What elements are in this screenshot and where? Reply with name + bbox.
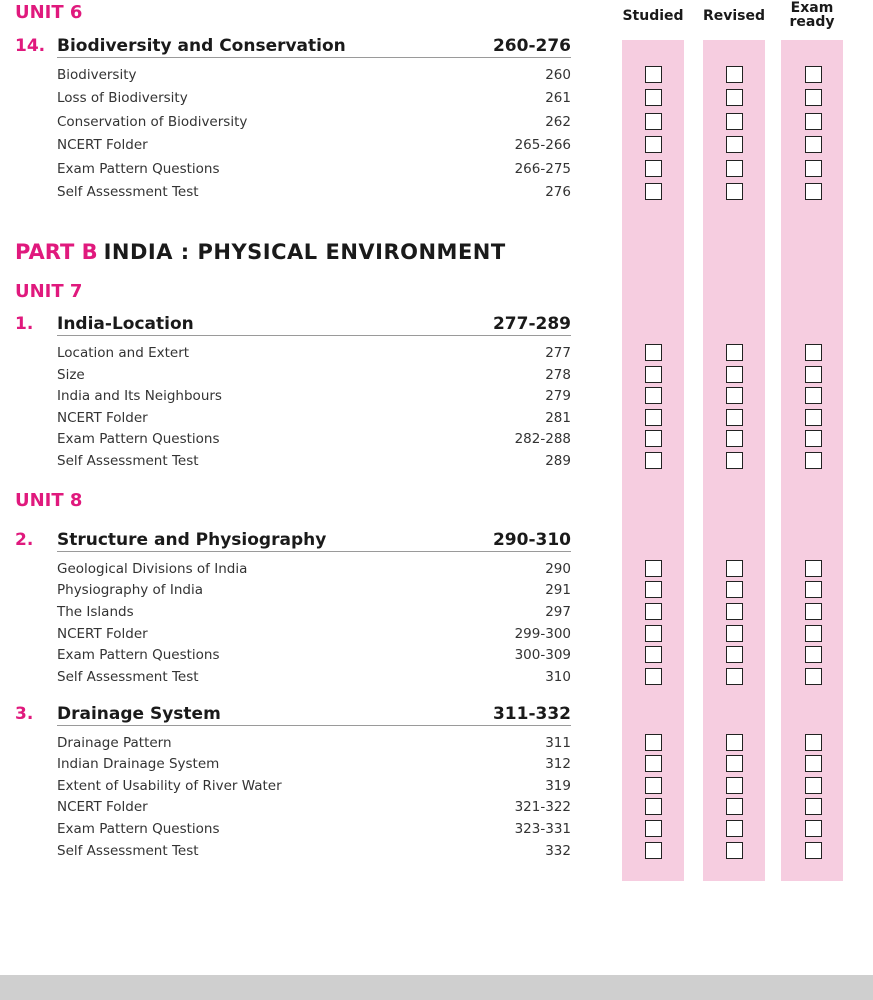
chapter-number: 2. xyxy=(15,530,34,550)
revised-checkbox[interactable] xyxy=(726,603,743,620)
topic-title: Indian Drainage System xyxy=(57,756,220,772)
topic-page: 276 xyxy=(545,184,571,200)
topic-title: Self Assessment Test xyxy=(57,184,199,200)
exam-ready-checkbox[interactable] xyxy=(805,344,822,361)
topic-title: Exam Pattern Questions xyxy=(57,431,220,447)
chapter-pages: 260-276 xyxy=(492,36,571,56)
exam-ready-checkbox[interactable] xyxy=(805,366,822,383)
revised-checkbox[interactable] xyxy=(726,668,743,685)
exam-ready-checkbox[interactable] xyxy=(805,452,822,469)
revised-checkbox[interactable] xyxy=(726,136,743,153)
exam-ready-checkbox[interactable] xyxy=(805,646,822,663)
studied-checkbox[interactable] xyxy=(645,755,662,772)
revised-checkbox[interactable] xyxy=(726,755,743,772)
revised-checkbox[interactable] xyxy=(726,581,743,598)
revised-checkbox[interactable] xyxy=(726,560,743,577)
chapter-divider xyxy=(57,551,571,552)
studied-checkbox[interactable] xyxy=(645,89,662,106)
exam-ready-checkbox[interactable] xyxy=(805,668,822,685)
topic-title: Self Assessment Test xyxy=(57,453,199,469)
topic-page: 300-309 xyxy=(514,647,571,663)
chapter-title: Drainage System xyxy=(57,704,221,724)
topic-page: 261 xyxy=(545,90,571,106)
part-label: PART B xyxy=(15,240,98,264)
chapter-pages: 290-310 xyxy=(492,530,571,550)
footer-bar xyxy=(0,975,873,1000)
chapter-pages: 277-289 xyxy=(492,314,571,334)
exam-ready-checkbox[interactable] xyxy=(805,560,822,577)
topic-page: 289 xyxy=(545,453,571,469)
chapter-title: Biodiversity and Conservation xyxy=(57,36,346,56)
column-header-exam-ready: Exam ready xyxy=(789,0,835,30)
unit-heading: UNIT 8 xyxy=(15,490,83,511)
topic-page: 279 xyxy=(545,388,571,404)
topic-title: India and Its Neighbours xyxy=(57,388,222,404)
revised-checkbox[interactable] xyxy=(726,113,743,130)
topic-page: 278 xyxy=(545,367,571,383)
exam-ready-checkbox[interactable] xyxy=(805,89,822,106)
exam-ready-checkbox[interactable] xyxy=(805,66,822,83)
topic-page: 291 xyxy=(545,582,571,598)
studied-checkbox[interactable] xyxy=(645,430,662,447)
revised-checkbox[interactable] xyxy=(726,366,743,383)
revised-checkbox[interactable] xyxy=(726,183,743,200)
studied-checkbox[interactable] xyxy=(645,183,662,200)
studied-checkbox[interactable] xyxy=(645,113,662,130)
exam-ready-checkbox[interactable] xyxy=(805,820,822,837)
topic-title: Exam Pattern Questions xyxy=(57,161,220,177)
chapter-number: 1. xyxy=(15,314,34,334)
revised-checkbox[interactable] xyxy=(726,798,743,815)
revised-checkbox[interactable] xyxy=(726,625,743,642)
topic-title: Size xyxy=(57,367,85,383)
exam-ready-checkbox[interactable] xyxy=(805,842,822,859)
studied-checkbox[interactable] xyxy=(645,798,662,815)
topic-page: 281 xyxy=(545,410,571,426)
studied-checkbox[interactable] xyxy=(645,777,662,794)
topic-title: Conservation of Biodiversity xyxy=(57,114,248,130)
studied-checkbox[interactable] xyxy=(645,603,662,620)
topic-title: Exam Pattern Questions xyxy=(57,647,220,663)
topic-page: 299-300 xyxy=(514,626,571,642)
topic-title: NCERT Folder xyxy=(57,137,148,153)
revised-checkbox[interactable] xyxy=(726,452,743,469)
exam-ready-checkbox[interactable] xyxy=(805,581,822,598)
exam-ready-checkbox[interactable] xyxy=(805,113,822,130)
topic-page: 310 xyxy=(545,669,571,685)
part-heading xyxy=(15,240,506,264)
studied-checkbox[interactable] xyxy=(645,625,662,642)
revised-checkbox[interactable] xyxy=(726,409,743,426)
topic-page: 321-322 xyxy=(514,799,571,815)
topic-title: Extent of Usability of River Water xyxy=(57,778,282,794)
topic-page: 323-331 xyxy=(514,821,571,837)
exam-ready-checkbox[interactable] xyxy=(805,734,822,751)
chapter-number: 14. xyxy=(15,36,46,56)
studied-checkbox[interactable] xyxy=(645,734,662,751)
topic-title: Self Assessment Test xyxy=(57,843,199,859)
studied-checkbox[interactable] xyxy=(645,668,662,685)
chapter-title: Structure and Physiography xyxy=(57,530,327,550)
chapter-title: India-Location xyxy=(57,314,194,334)
studied-checkbox[interactable] xyxy=(645,136,662,153)
unit-heading: UNIT 7 xyxy=(15,281,83,302)
topic-title: Biodiversity xyxy=(57,67,137,83)
column-header-studied: Studied xyxy=(622,8,684,24)
studied-checkbox[interactable] xyxy=(645,842,662,859)
studied-checkbox[interactable] xyxy=(645,366,662,383)
topic-page: 265-266 xyxy=(514,137,571,153)
studied-checkbox[interactable] xyxy=(645,581,662,598)
topic-title: Geological Divisions of India xyxy=(57,561,248,577)
revised-checkbox[interactable] xyxy=(726,820,743,837)
chapter-divider xyxy=(57,335,571,336)
topic-title: Self Assessment Test xyxy=(57,669,199,685)
revised-checkbox[interactable] xyxy=(726,430,743,447)
chapter-divider xyxy=(57,57,571,58)
revised-checkbox[interactable] xyxy=(726,387,743,404)
unit-heading: UNIT 6 xyxy=(15,2,83,23)
revised-checkbox[interactable] xyxy=(726,777,743,794)
topic-title: Physiography of India xyxy=(57,582,203,598)
topic-page: 262 xyxy=(545,114,571,130)
topic-page: 290 xyxy=(545,561,571,577)
topic-page: 332 xyxy=(545,843,571,859)
column-header-revised: Revised xyxy=(702,8,766,24)
studied-checkbox[interactable] xyxy=(645,344,662,361)
exam-ready-checkbox[interactable] xyxy=(805,430,822,447)
exam-ready-checkbox[interactable] xyxy=(805,625,822,642)
studied-checkbox[interactable] xyxy=(645,560,662,577)
topic-page: 260 xyxy=(545,67,571,83)
topic-page: 312 xyxy=(545,756,571,772)
studied-checkbox[interactable] xyxy=(645,646,662,663)
revised-checkbox[interactable] xyxy=(726,734,743,751)
topic-title: Loss of Biodiversity xyxy=(57,90,188,106)
topic-title: Drainage Pattern xyxy=(57,735,172,751)
studied-checkbox[interactable] xyxy=(645,409,662,426)
revised-checkbox[interactable] xyxy=(726,89,743,106)
topic-title: NCERT Folder xyxy=(57,410,148,426)
studied-checkbox[interactable] xyxy=(645,820,662,837)
exam-ready-checkbox[interactable] xyxy=(805,603,822,620)
chapter-divider xyxy=(57,725,571,726)
studied-checkbox[interactable] xyxy=(645,66,662,83)
revised-checkbox[interactable] xyxy=(726,66,743,83)
revised-checkbox[interactable] xyxy=(726,646,743,663)
revised-checkbox[interactable] xyxy=(726,160,743,177)
topic-title: The Islands xyxy=(57,604,134,620)
revised-checkbox[interactable] xyxy=(726,344,743,361)
topic-page: 311 xyxy=(545,735,571,751)
topic-page: 297 xyxy=(545,604,571,620)
topic-title: NCERT Folder xyxy=(57,626,148,642)
studied-checkbox[interactable] xyxy=(645,387,662,404)
revised-checkbox[interactable] xyxy=(726,842,743,859)
topic-page: 266-275 xyxy=(514,161,571,177)
exam-ready-checkbox[interactable] xyxy=(805,160,822,177)
exam-ready-checkbox[interactable] xyxy=(805,136,822,153)
studied-checkbox[interactable] xyxy=(645,160,662,177)
exam-ready-checkbox[interactable] xyxy=(805,387,822,404)
topic-title: NCERT Folder xyxy=(57,799,148,815)
exam-ready-checkbox[interactable] xyxy=(805,183,822,200)
chapter-number: 3. xyxy=(15,704,34,724)
topic-page: 282-288 xyxy=(514,431,571,447)
chapter-pages: 311-332 xyxy=(492,704,571,724)
exam-ready-checkbox[interactable] xyxy=(805,777,822,794)
exam-ready-checkbox[interactable] xyxy=(805,798,822,815)
part-title: INDIA : PHYSICAL ENVIRONMENT xyxy=(103,240,506,264)
topic-title: Exam Pattern Questions xyxy=(57,821,220,837)
exam-ready-checkbox[interactable] xyxy=(805,755,822,772)
topic-page: 277 xyxy=(545,345,571,361)
topic-title: Location and Extert xyxy=(57,345,190,361)
topic-page: 319 xyxy=(545,778,571,794)
studied-checkbox[interactable] xyxy=(645,452,662,469)
exam-ready-checkbox[interactable] xyxy=(805,409,822,426)
